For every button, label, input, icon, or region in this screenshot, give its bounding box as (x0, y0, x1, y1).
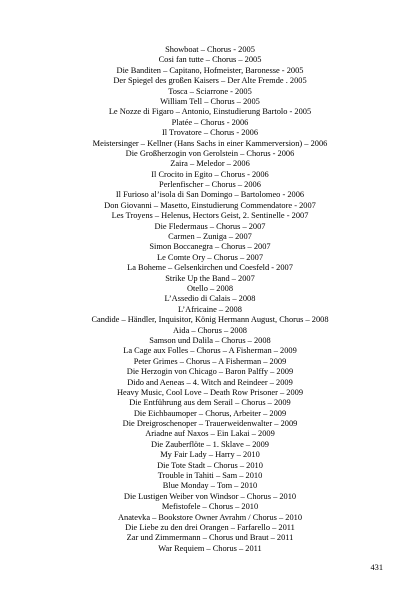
list-item: War Requiem – Chorus – 2011 (158, 543, 262, 553)
list-item: Der Spiegel des großen Kaisers – Der Alte Fremde . 2005 (113, 76, 307, 86)
list-item: Meistersinger – Kellner (Hans Sachs in einer Kammerversion) – 2006 (92, 138, 328, 148)
list-item: Samson und Dalila – Chorus – 2008 (149, 335, 271, 345)
list-item: Zar und Zimmermann – Chorus und Braut – 2011 (126, 533, 294, 543)
list-item: L’Africaine – 2008 (178, 304, 242, 314)
list-item: Dido and Aeneas – 4. Witch and Reindeer – 2009 (127, 377, 293, 387)
list-item: Il Crocito in Egito – Chorus - 2006 (151, 169, 269, 179)
list-item: Perlenfischer – Chorus – 2006 (159, 180, 261, 190)
list-item: Platée – Chorus - 2006 (171, 117, 249, 127)
list-item: Die Fledermaus – Chorus – 2007 (154, 221, 266, 231)
performance-list (40, 45, 380, 554)
list-item: L’Assedio di Calais – 2008 (164, 294, 256, 304)
list-item: Die Entführung aus dem Serail – Chorus – 2009 (129, 398, 291, 408)
list-item: Peter Grimes – Chorus – A Fisherman – 2009 (133, 356, 287, 366)
list-item: Die Tote Stadt – Chorus – 2010 (157, 460, 263, 470)
list-item: Mefistofele – Chorus – 2010 (161, 502, 259, 512)
list-item: Otello – 2008 (186, 283, 234, 293)
list-item: La Cage aux Folles – Chorus – A Fisherman – 2009 (123, 346, 297, 356)
list-item: Carmen – Zuniga – 2007 (168, 232, 252, 242)
list-item: Showboat – Chorus - 2005 (165, 45, 255, 54)
list-item: Die Liebe zu den drei Orangen – Farfarello – 2011 (125, 522, 295, 532)
list-item: Die Lustigen Weiber von Windsor – Chorus – 2010 (123, 491, 297, 501)
page-number: 431 (370, 563, 383, 572)
list-item: Zaira – Meledor – 2006 (170, 159, 250, 169)
list-item: Strike Up the Band – 2007 (165, 273, 255, 283)
list-item: Il Trovatore – Chorus - 2006 (161, 128, 259, 138)
list-item: La Boheme – Gelsenkirchen und Coesfeld - 2007 (127, 263, 293, 273)
list-item: Trouble in Tahiti – Sam – 2010 (157, 471, 263, 481)
list-item: My Fair Lady – Harry – 2010 (160, 450, 260, 460)
list-item: Le Nozze di Figaro – Antonio, Einstudierung Bartolo - 2005 (108, 107, 312, 117)
list-item: Il Furioso al’isola di San Domingo – Bartolomeo - 2006 (115, 190, 305, 200)
list-item: Le Comte Ory – Chorus – 2007 (156, 252, 264, 262)
list-item: Die Zauberflöte – 1. Sklave – 2009 (151, 439, 269, 449)
list-item: Die Banditen – Capitano, Hofmeister, Baronesse - 2005 (116, 65, 304, 75)
list-item: Die Großherzogin von Gerolstein – Chorus - 2006 (125, 148, 295, 158)
list-item: William Tell – Chorus – 2005 (160, 96, 260, 106)
list-item: Blue Monday – Tom – 2010 (162, 481, 258, 491)
list-item: Heavy Music, Cool Love – Death Row Prisoner – 2009 (116, 387, 304, 397)
list-item: Candide – Händler, Inquisitor, König Hermann August, Chorus – 2008 (91, 315, 329, 325)
list-item: Tosca – Sciarrone - 2005 (168, 86, 252, 96)
list-item: Aida – Chorus – 2008 (173, 325, 247, 335)
list-item: Simon Boccanegra – Chorus – 2007 (149, 242, 271, 252)
list-item: Les Troyens – Helenus, Hectors Geist, 2. Sentinelle - 2007 (111, 211, 309, 221)
list-item: Don Giovanni – Masetto, Einstudierung Commendatore - 2007 (104, 200, 316, 210)
list-item: Ariadne auf Naxos – Ein Lakai – 2009 (145, 429, 275, 439)
list-item: Die Eichbaumoper – Chorus, Arbeiter – 2009 (133, 408, 287, 418)
list-item: Anatevka – Bookstore Owner Avrahm / Chorus – 2010 (117, 512, 303, 522)
list-item: Die Dreigroschenoper – Trauerweidenwalter – 2009 (122, 419, 298, 429)
list-item: Cosi fan tutte – Chorus – 2005 (158, 55, 262, 65)
list-item: Die Herzogin von Chicago – Baron Palffy – 2009 (126, 367, 294, 377)
